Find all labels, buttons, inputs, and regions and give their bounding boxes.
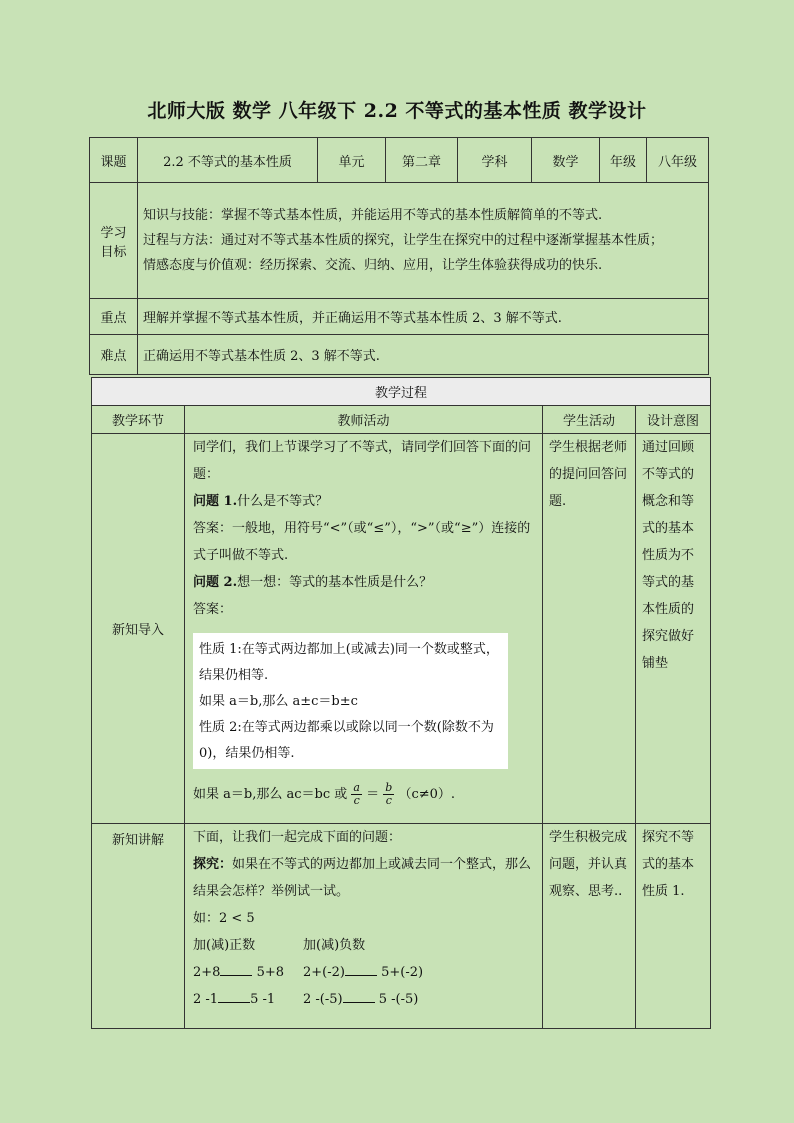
equation-properties-box: [193, 633, 508, 769]
question-1: 问题 1.什么是不等式？: [193, 494, 329, 509]
question-2: 问题 2.想一想：等式的基本性质是什么？: [193, 575, 433, 590]
goal-knowledge: 知识与技能：掌握不等式基本性质，并能运用不等式的基本性质解简单的不等式.: [143, 208, 603, 223]
property-2: 性质 2:在等式两边都乘以或除以同一个数(除数不为 0)，结果仍相等.: [199, 720, 494, 761]
property-1: 性质 1:在等式两边都加上(或减去)同一个数或整式，结果仍相等.: [199, 642, 499, 683]
property-1-formula: 如果 a＝b,那么 a±c＝b±c: [199, 694, 358, 709]
student-activity-intro: 学生根据老师的提问回答问题.: [543, 434, 636, 824]
property-2-formula: 如果 a＝b,那么 ac＝bc 或 $\frac{a}{c}$ ＝ $\frac{b}{c}$ （c≠0）.: [193, 781, 456, 807]
design-intent-intro: 通过回顾不等式的概念和等式的基本性质为不等式的基本性质的探究做好铺垫: [636, 434, 711, 824]
stage-intro: 新知导入: [92, 434, 185, 824]
goals-content: [138, 183, 709, 299]
stage-explain: 新知讲解: [92, 824, 185, 1029]
teacher-activity-intro: 同学们，我们上节课学习了不等式，请同学们回答下面的问题： 问题 1.什么是不等式？ 答案：一般地，用符号“<”（或“≤”），“>”（或“≥”）连接的式子叫做不等式. 问题 2.想一想：等式的基本性质是什么？ 答案： 性质 1:在等式两边都加上(或减去)同一个数或整式，结果仍相等. 如果 a＝b,那么 a±c＝b±c 性质 2:在等式两边都乘以或除以同一个数(除数不为 0)，结果仍相等. 如果 a＝b,那么 ac＝bc 或 $\frac{a}{c}$ ＝ $\frac{b}{c}$ （c≠0）.: [185, 434, 543, 824]
key-point-text: 理解并掌握不等式基本性质，并正确运用不等式基本性质 2、3 解不等式.: [138, 299, 709, 335]
example-columns: 加(减)正数 加(减)负数: [193, 938, 366, 953]
col-intent: 设计意图: [636, 406, 711, 434]
fraction-a-over-c: $\frac{a}{c}$: [353, 781, 360, 807]
teaching-process-table: [91, 377, 711, 1029]
difficulty-label: 难点: [90, 335, 138, 375]
goals-label: 学习 目标: [90, 183, 138, 299]
subject-value: 数学: [532, 138, 600, 183]
subject-label: 学科: [458, 138, 532, 183]
col-student: 学生活动: [543, 406, 636, 434]
explore-text: 探究：如果在不等式的两边都加上或减去同一个整式，那么结果会怎样？举例试一试。: [193, 857, 532, 899]
key-point-label: 重点: [90, 299, 138, 335]
grade-value: 八年级: [647, 138, 709, 183]
fraction-b-over-c: $\frac{b}{c}$: [385, 781, 393, 807]
course-value: 2.2 不等式的基本性质: [138, 138, 318, 183]
goal-attitude: 情感态度与价值观：经历探索、交流、归纳、应用，让学生体验获得成功的快乐.: [143, 258, 603, 273]
grade-label: 年级: [600, 138, 647, 183]
example-row-2: 2 -1 5 -1 2 -(-5) 5 -(-5): [193, 992, 419, 1007]
design-intent-explain: 探究不等式的基本性质 1.: [636, 824, 711, 1029]
goal-process: 过程与方法：通过对不等式基本性质的探究，让学生在探究中的过程中逐渐掌握基本性质；: [143, 233, 664, 248]
teacher-activity-explain: 下面，让我们一起完成下面的问题： 探究：如果在不等式的两边都加上或减去同一个整式，那么结果会怎样？举例试一试。 如：2 < 5 加(减)正数 加(减)负数 2+8 5+8 2+(-2) 5+(-2) 2 -1 5 -1 2 -(-5) 5 -(-5): [185, 824, 543, 1029]
answer-2-label: 答案：: [193, 602, 233, 617]
col-teacher: 教师活动: [185, 406, 543, 434]
example: 如：2 < 5: [193, 911, 255, 926]
answer-1: 答案：一般地，用符号“<”（或“≤”），“>”（或“≥”）连接的式子叫做不等式.: [193, 521, 531, 563]
unit-label: 单元: [318, 138, 386, 183]
unit-value: 第二章: [386, 138, 458, 183]
col-stage: 教学环节: [92, 406, 185, 434]
process-header: 教学过程: [92, 378, 711, 406]
example-row-1: 2+8 5+8 2+(-2) 5+(-2): [193, 965, 424, 980]
course-label: 课题: [90, 138, 138, 183]
page-title: 北师大版 数学 八年级下 2.2 不等式的基本性质 教学设计: [147, 100, 647, 122]
difficulty-text: 正确运用不等式基本性质 2、3 解不等式.: [138, 335, 709, 375]
student-activity-explain: 学生积极完成问题，并认真观察、思考..: [543, 824, 636, 1029]
lesson-info-table: [89, 137, 709, 375]
